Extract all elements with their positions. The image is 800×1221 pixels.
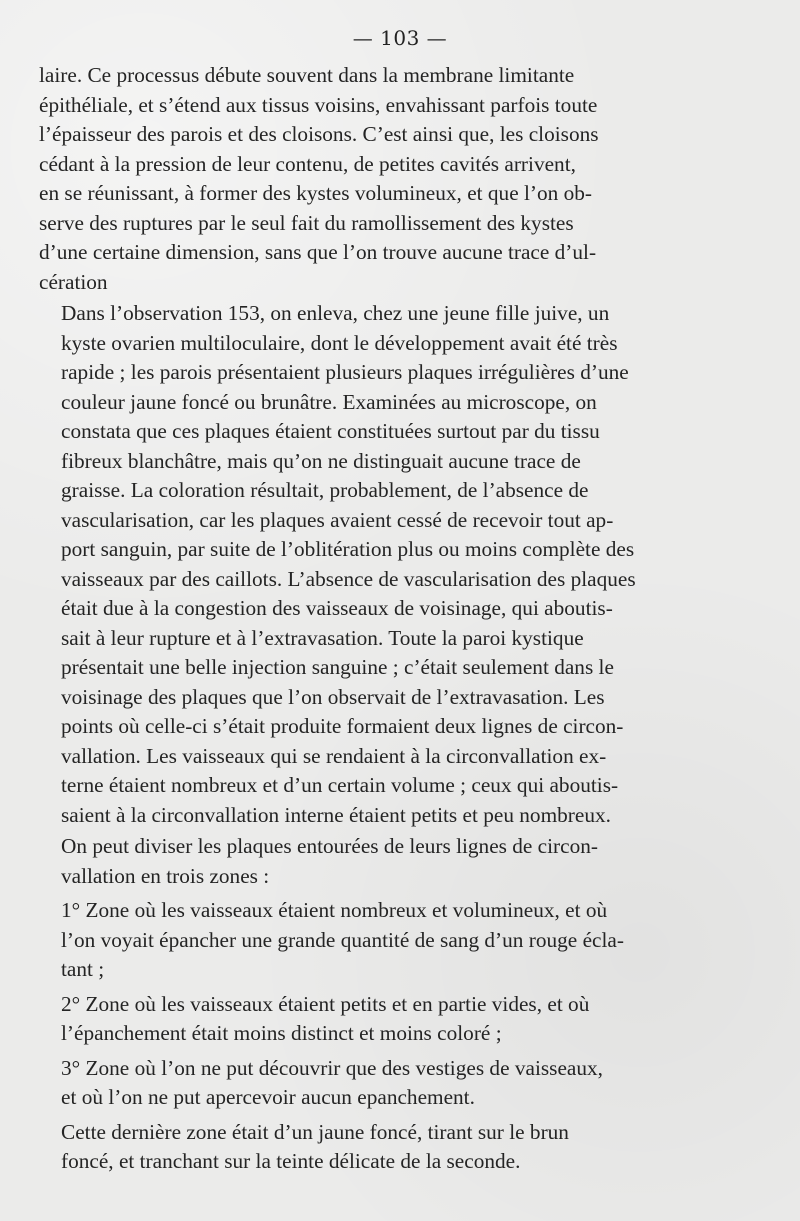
paragraph-line: l’on voyait épancher une grande quantité de sang d’un rouge écla- — [61, 927, 624, 952]
zone-3-paragraph — [39, 1054, 761, 1113]
paragraph-line: épithéliale, et s’étend aux tissus voisins, envahissant parfois toute — [39, 92, 598, 117]
paragraph-line: foncé, et tranchant sur la teinte délicate de la seconde. — [61, 1149, 521, 1173]
page-number: — 103 — — [352, 26, 448, 50]
paragraph-line: vascularisation, car les plaques avaient cessé de recevoir tout ap- — [61, 507, 614, 532]
paragraph-line: vallation en trois zones : — [61, 863, 270, 888]
paragraph-line: présentait une belle injection sanguine ; c’était seulement dans le — [61, 655, 614, 679]
paragraph-line: vaisseaux par des caillots. L’absence de vascularisation des plaques — [61, 566, 636, 591]
paragraph-3 — [39, 832, 761, 891]
paragraph-line: points où celle-ci s’était produite formaient deux lignes de circon- — [61, 714, 624, 738]
paragraph-line: 3° Zone où l’on ne put découvrir que des vestiges de vaisseaux, — [61, 1055, 603, 1080]
paragraph-2 — [39, 299, 761, 830]
paragraph-line: d’une certaine dimension, sans que l’on trouve aucune trace d’ul- — [39, 240, 597, 264]
paragraph-line: On peut diviser les plaques entourées de leurs lignes de circon- — [61, 834, 598, 858]
zone-2-paragraph — [39, 990, 761, 1049]
paragraph-line: kyste ovarien multiloculaire, dont le développement avait été très — [61, 330, 618, 355]
paragraph-line: voisinage des plaques que l’on observait de l’extravasation. Les — [61, 684, 605, 709]
paragraph-line: en se réunissant, à former des kystes volumineux, et que l’on ob- — [39, 181, 592, 205]
paragraph-line: rapide ; les parois présentaient plusieurs plaques irrégulières d’une — [61, 360, 629, 384]
paragraph-line: tant ; — [61, 957, 105, 981]
paragraph-line: serve des ruptures par le seul fait du ramollissement des kystes — [39, 210, 574, 235]
paragraph-1 — [39, 61, 761, 297]
paragraph-line: vallation. Les vaisseaux qui se rendaient à la circonvallation ex- — [61, 743, 607, 768]
paragraph-line: saient à la circonvallation interne étaient petits et peu nombreux. — [61, 802, 611, 827]
paragraph-line: l’épanchement était moins distinct et moins coloré ; — [61, 1021, 502, 1045]
zone-1-paragraph — [39, 896, 761, 985]
body-text — [39, 61, 761, 1177]
paragraph-line: laire. Ce processus débute souvent dans la membrane limitante — [39, 63, 575, 87]
paragraph-line: Dans l’observation 153, on enleva, chez une jeune fille juive, un — [61, 301, 610, 325]
paragraph-line: couleur jaune foncé ou brunâtre. Examinées au microscope, on — [61, 389, 597, 414]
paragraph-line: 1° Zone où les vaisseaux étaient nombreux et volumineux, et où — [61, 898, 608, 922]
paragraph-line: sait à leur rupture et à l’extravasation. Toute la paroi kystique — [61, 625, 584, 650]
paragraph-line: cération — [39, 269, 108, 294]
paragraph-line: cédant à la pression de leur contenu, de petites cavités arrivent, — [39, 151, 576, 176]
paragraph-line: terne étaient nombreux et d’un certain volume ; ceux qui aboutis- — [61, 773, 619, 797]
paragraph-line: était due à la congestion des vaisseaux de voisinage, qui aboutis- — [61, 596, 613, 620]
paragraph-line: Cette dernière zone était d’un jaune foncé, tirant sur le brun — [61, 1119, 569, 1144]
paragraph-line: graisse. La coloration résultait, probablement, de l’absence de — [61, 478, 589, 502]
paragraph-line: et où l’on ne put apercevoir aucun epanchement. — [61, 1085, 475, 1109]
closing-paragraph — [39, 1118, 761, 1177]
paragraph-line: 2° Zone où les vaisseaux étaient petits et en partie vides, et où — [61, 991, 590, 1016]
paragraph-line: fibreux blanchâtre, mais qu’on ne distinguait aucune trace de — [61, 448, 581, 473]
paragraph-line: port sanguin, par suite de l’oblitération plus ou moins complète des — [61, 537, 635, 561]
paragraph-line: l’épaisseur des parois et des cloisons. C’est ainsi que, les cloisons — [39, 122, 599, 146]
paragraph-line: constata que ces plaques étaient constituées surtout par du tissu — [61, 419, 600, 443]
